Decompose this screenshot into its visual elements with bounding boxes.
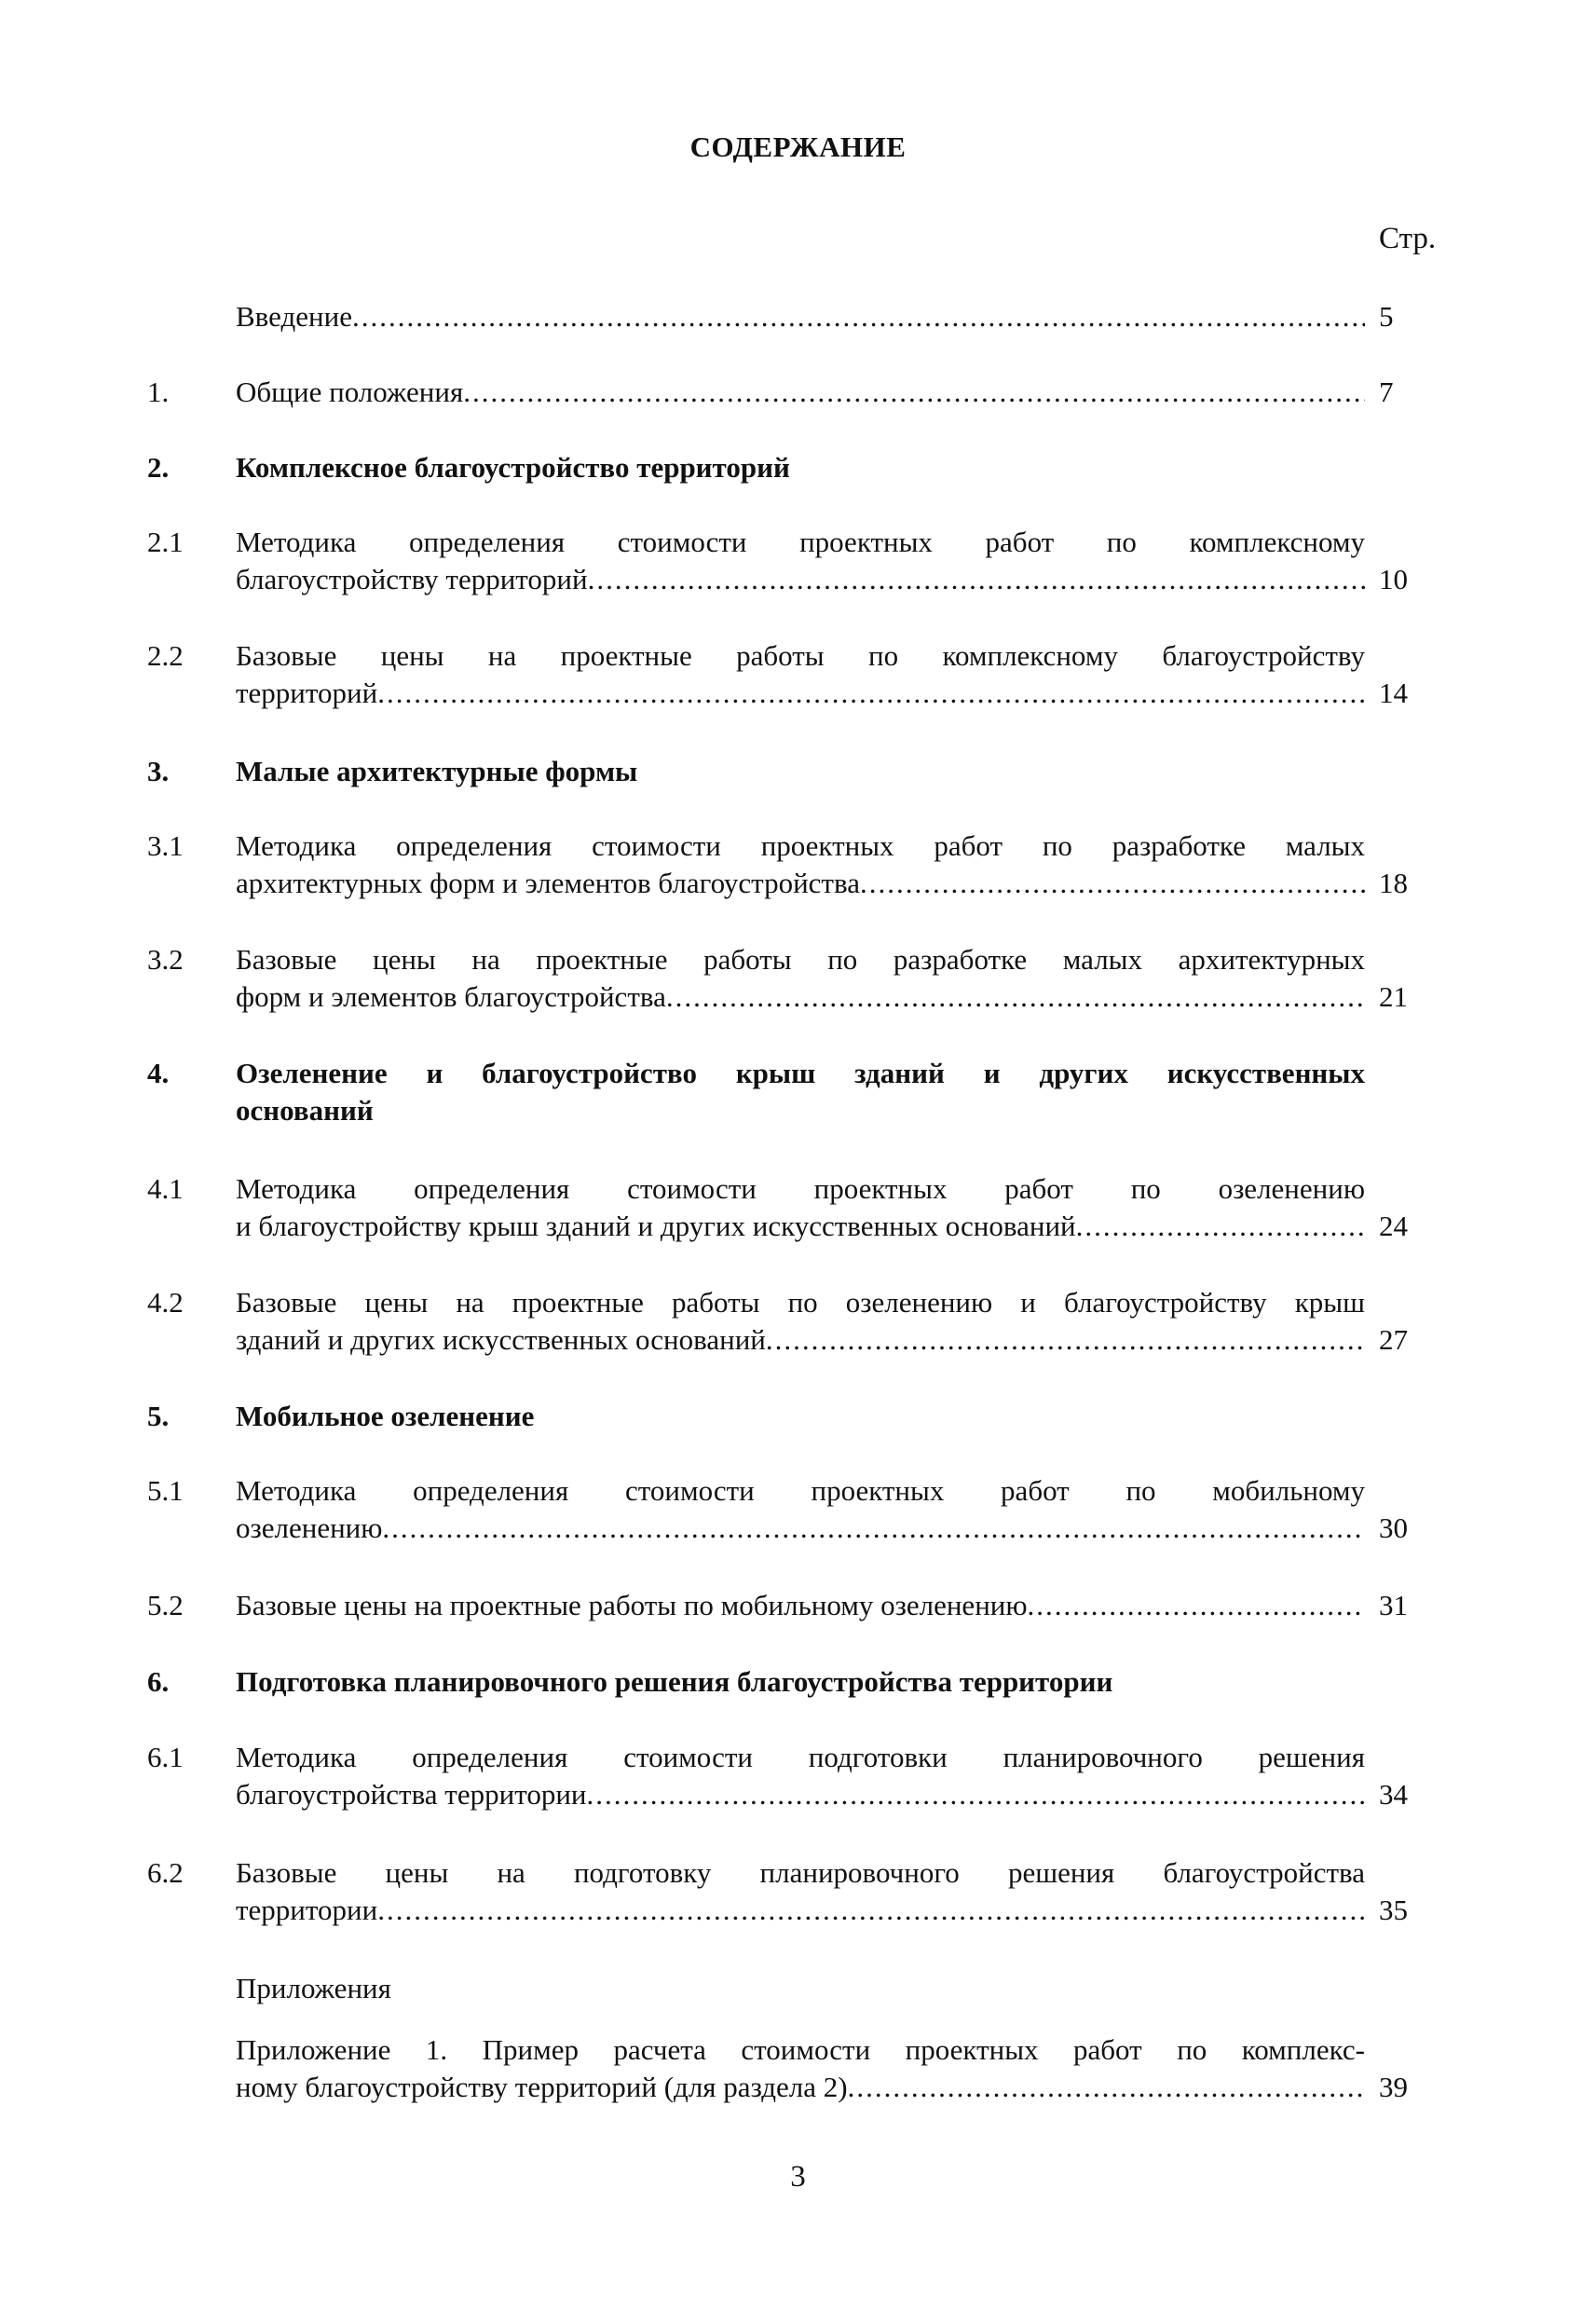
toc-section-title-line: Озеленение и благоустройство крыш зданий и других искусственных: [236, 1057, 1365, 1089]
toc-entry-page: 35: [1379, 1894, 1408, 1926]
toc-entry-page: 30: [1379, 1511, 1408, 1544]
toc-entry-number: 2.: [147, 451, 170, 484]
toc-entry-number: 5.1: [147, 1474, 184, 1507]
leader-dots: [463, 374, 1365, 411]
leader-dots: [666, 978, 1365, 1016]
page-number: 3: [790, 2160, 806, 2194]
toc-entry-number: 6.: [147, 1665, 170, 1698]
toc-section-title: Мобильное озеленение: [236, 1400, 535, 1432]
toc-entry-title: Общие положения: [236, 376, 464, 408]
toc-entry-title: благоустройству территорий: [236, 563, 588, 595]
toc-entry-number: 6.2: [147, 1856, 184, 1889]
toc-entry-title-line: Методика определения стоимости проектных работ по комплексному: [236, 526, 1365, 558]
toc-section-title: оснований: [236, 1094, 374, 1127]
toc-entry-number: 4.: [147, 1057, 170, 1089]
page-title: СОДЕРЖАНИЕ: [689, 130, 907, 163]
toc-entry-title-line: Базовые цены на проектные работы по разработке малых архитектурных: [236, 943, 1365, 976]
toc-entry-page: 18: [1379, 867, 1408, 899]
toc-entry-number: 6.1: [147, 1741, 184, 1773]
toc-entry-number: 1.: [147, 376, 170, 408]
toc-entry-title-line: Приложение 1. Пример расчета стоимости проектных работ по комплекс-: [236, 2033, 1365, 2066]
toc-entry-number: 5.: [147, 1400, 170, 1432]
toc-entry-title-line: Методика определения стоимости проектных работ по мобильному: [236, 1474, 1365, 1507]
leader-dots: [766, 1321, 1365, 1359]
toc-entry-number: 3.2: [147, 943, 184, 976]
toc-entry-title: территории: [236, 1894, 378, 1926]
toc-entry-title: ному благоустройству территорий (для раздела 2): [236, 2071, 848, 2103]
toc-entry-page: 10: [1379, 563, 1408, 595]
page-column-label: Стр.: [1379, 222, 1437, 255]
toc-entry-page: 39: [1379, 2071, 1408, 2103]
toc-entry-number: 5.2: [147, 1589, 184, 1621]
toc-entry-title-line: Методика определения стоимости проектных работ по разработке малых: [236, 829, 1365, 862]
toc-entry-page: 24: [1379, 1210, 1408, 1242]
toc-entry-number: 2.2: [147, 639, 184, 672]
toc-entry-title: архитектурных форм и элементов благоустройства: [236, 867, 860, 899]
toc-entry-title: озеленению: [236, 1511, 383, 1544]
toc-entry-number: 4.2: [147, 1286, 184, 1319]
leader-dots: [1076, 1208, 1365, 1245]
toc-entry-title: благоустройства территории: [236, 1778, 587, 1811]
toc-entry-number: 3.: [147, 755, 170, 787]
toc-entry-title: форм и элементов благоустройства: [236, 980, 666, 1013]
toc-entry-page: 31: [1379, 1589, 1408, 1621]
toc-entry-title: и благоустройству крыш зданий и других искусственных оснований: [236, 1210, 1076, 1242]
toc-section-title: Комплексное благоустройство территорий: [236, 451, 790, 484]
leader-dots: [1028, 1587, 1365, 1624]
toc-entry-title: зданий и других искусственных оснований: [236, 1323, 766, 1356]
leader-dots: [352, 298, 1365, 335]
toc-entry-number: 3.1: [147, 829, 184, 862]
toc-entry-page: 34: [1379, 1778, 1408, 1811]
toc-section-title: Малые архитектурные формы: [236, 755, 638, 787]
toc-entry-number: 2.1: [147, 526, 184, 558]
toc-entry-title-line: Базовые цены на подготовку планировочного решения благоустройства: [236, 1856, 1365, 1889]
toc-entry-page: 7: [1379, 376, 1394, 408]
toc-entry-title-line: Базовые цены на проектные работы по озеленению и благоустройству крыш: [236, 1286, 1365, 1319]
leader-dots: [382, 1510, 1365, 1547]
leader-dots: [587, 1776, 1365, 1813]
toc-entry-page: 21: [1379, 980, 1408, 1013]
toc-entry-page: 27: [1379, 1323, 1408, 1356]
toc-entry-title: Базовые цены на проектные работы по мобильному озеленению: [236, 1589, 1028, 1621]
leader-dots: [860, 865, 1365, 902]
toc-entry-title-line: Методика определения стоимости подготовки планировочного решения: [236, 1741, 1365, 1773]
toc-entry-number: 4.1: [147, 1172, 184, 1205]
toc-entry-title-line: Базовые цены на проектные работы по комплексному благоустройству: [236, 639, 1365, 672]
toc-entry-page: 14: [1379, 677, 1408, 709]
toc-entry-title: Введение: [236, 300, 352, 333]
toc-section-title: Приложения: [236, 1972, 391, 2004]
leader-dots: [848, 2069, 1365, 2106]
leader-dots: [377, 1892, 1365, 1929]
toc-entry-title-line: Методика определения стоимости проектных работ по озеленению: [236, 1172, 1365, 1205]
leader-dots: [588, 561, 1365, 598]
leader-dots: [377, 675, 1365, 712]
toc-entry-title: территорий: [236, 677, 378, 709]
toc-section-title: Подготовка планировочного решения благоустройства территории: [236, 1665, 1113, 1698]
toc-entry-page: 5: [1379, 300, 1394, 333]
